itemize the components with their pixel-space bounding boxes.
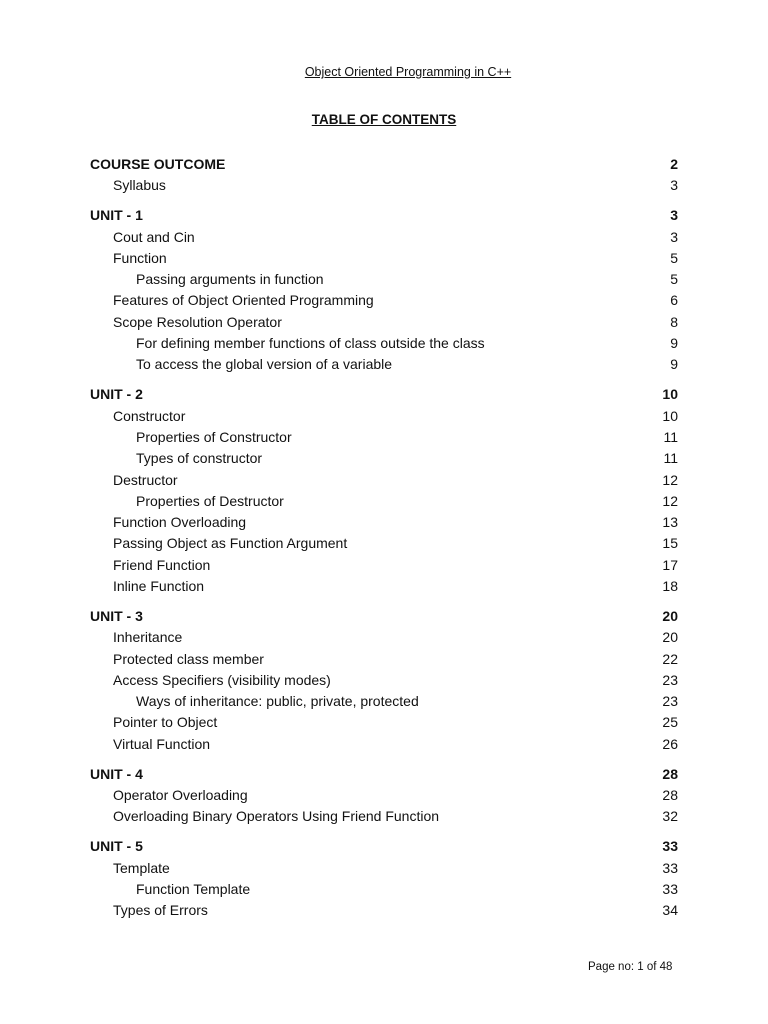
toc-page-number: 28	[662, 787, 678, 804]
toc-page-number: 33	[662, 859, 678, 876]
page-number-footer: Page no: 1 of 48	[588, 961, 673, 973]
toc-section-row[interactable]	[90, 384, 678, 405]
toc-entry-label: Function Overloading	[113, 514, 247, 531]
toc-entry-label: Types of Errors	[113, 902, 208, 919]
toc-entry-label: UNIT - 1	[90, 207, 143, 224]
toc-page-number: 8	[670, 313, 678, 330]
toc-entry-label: To access the global version of a variable	[136, 356, 393, 373]
toc-page-number: 33	[662, 880, 678, 897]
toc-page-number: 18	[662, 578, 678, 595]
toc-page-number: 9	[670, 335, 678, 352]
toc-subentry-row[interactable]	[90, 427, 678, 448]
toc-page-number: 20	[662, 629, 678, 646]
toc-entry-label: Features of Object Oriented Programming	[113, 292, 374, 309]
toc-subentry-row[interactable]	[90, 448, 678, 469]
toc-entry-label: Function Template	[136, 880, 251, 897]
toc-entry-label: Properties of Destructor	[136, 492, 284, 509]
toc-page-number: 22	[662, 650, 678, 667]
toc-entry-row[interactable]	[90, 649, 678, 670]
toc-entry-row[interactable]	[90, 712, 678, 733]
toc-page-number: 26	[662, 735, 678, 752]
toc-page-number: 33	[662, 838, 678, 855]
toc-page-number: 10	[662, 407, 678, 424]
toc-subentry-row[interactable]	[90, 269, 678, 290]
toc-page-number: 20	[662, 608, 678, 624]
toc-entry-label: Types of constructor	[136, 450, 263, 467]
toc-entry-row[interactable]	[90, 734, 678, 755]
toc-page-number: 23	[662, 671, 678, 688]
toc-entry-label: Operator Overloading	[113, 787, 248, 804]
toc-entry-label: COURSE OUTCOME	[90, 156, 226, 172]
toc-page-number: 25	[662, 714, 678, 731]
toc-page-number: 12	[662, 471, 678, 488]
toc-entry-label: UNIT - 5	[90, 838, 143, 855]
toc-entry-label: Scope Resolution Operator	[113, 313, 282, 330]
toc-entry-label: Friend Function	[113, 556, 211, 573]
toc-page-number: 3	[670, 177, 678, 194]
toc-subentry-row[interactable]	[90, 879, 678, 900]
table-of-contents	[90, 154, 678, 922]
toc-entry-row[interactable]	[90, 406, 678, 427]
toc-entry-row[interactable]	[90, 555, 678, 576]
toc-page-number: 11	[663, 450, 678, 467]
toc-entry-label: Pointer to Object	[113, 714, 218, 731]
toc-entry-label: Overloading Binary Operators Using Friend Function	[113, 808, 440, 825]
toc-entry-row[interactable]	[90, 627, 678, 648]
toc-entry-label: Destructor	[113, 471, 178, 488]
toc-section-row[interactable]	[90, 606, 678, 627]
toc-entry-label: Cout and Cin	[113, 228, 195, 245]
toc-entry-label: UNIT - 2	[90, 386, 143, 403]
toc-subentry-row[interactable]	[90, 491, 678, 512]
document-header-title: Object Oriented Programming in C++	[304, 65, 512, 79]
toc-entry-label: Constructor	[113, 407, 186, 424]
toc-page-number: 32	[662, 808, 678, 825]
toc-entry-row[interactable]	[90, 290, 678, 311]
toc-page-number: 5	[670, 249, 678, 266]
toc-page-number: 3	[670, 207, 678, 224]
toc-entry-label: Syllabus	[113, 177, 166, 194]
toc-entry-row[interactable]	[90, 312, 678, 333]
toc-section-row[interactable]	[90, 154, 678, 175]
toc-page-number: 28	[662, 765, 678, 782]
toc-entry-label: Template	[113, 859, 170, 876]
toc-entry-label: Passing Object as Function Argument	[113, 535, 348, 552]
toc-section-row[interactable]	[90, 836, 678, 857]
toc-page-number: 34	[662, 902, 678, 919]
toc-page-number: 13	[662, 514, 678, 531]
toc-entry-label: Protected class member	[113, 650, 264, 667]
toc-subentry-row[interactable]	[90, 354, 678, 375]
toc-subentry-row[interactable]	[90, 691, 678, 712]
toc-entry-label: Passing arguments in function	[136, 271, 324, 288]
toc-entry-label: Inline Function	[113, 578, 205, 595]
toc-page-number: 10	[662, 386, 678, 403]
toc-entry-row[interactable]	[90, 806, 678, 827]
toc-page-number: 3	[670, 228, 678, 245]
toc-entry-label: Properties of Constructor	[136, 428, 292, 445]
toc-page-number: 23	[662, 693, 678, 710]
toc-entry-label: For defining member functions of class outside the class	[136, 335, 485, 352]
toc-page-number: 17	[662, 556, 678, 573]
toc-entry-label: Ways of inheritance: public, private, protected	[136, 693, 419, 710]
toc-entry-row[interactable]	[90, 785, 678, 806]
toc-entry-row[interactable]	[90, 227, 678, 248]
toc-entry-row[interactable]	[90, 858, 678, 879]
toc-heading: TABLE OF CONTENTS	[311, 112, 457, 127]
toc-subentry-row[interactable]	[90, 333, 678, 354]
toc-entry-label: Inheritance	[113, 629, 183, 646]
toc-entry-label: Virtual Function	[113, 735, 211, 752]
toc-entry-row[interactable]	[90, 576, 678, 597]
toc-entry-row[interactable]	[90, 248, 678, 269]
toc-entry-row[interactable]	[90, 533, 678, 554]
toc-entry-label: UNIT - 4	[90, 765, 143, 782]
toc-page-number: 12	[662, 492, 678, 509]
toc-section-row[interactable]	[90, 205, 678, 226]
toc-entry-row[interactable]	[90, 512, 678, 533]
toc-page-number: 9	[670, 356, 678, 373]
toc-page-number: 15	[662, 535, 678, 552]
toc-entry-label: UNIT - 3	[90, 608, 143, 624]
toc-entry-row[interactable]	[90, 670, 678, 691]
toc-page-number: 5	[670, 271, 678, 288]
toc-entry-label: Function	[113, 249, 167, 266]
toc-section-row[interactable]	[90, 764, 678, 785]
toc-page-number: 2	[670, 156, 678, 172]
toc-entry-row[interactable]	[90, 900, 678, 921]
toc-page-number: 6	[670, 292, 678, 309]
toc-page-number: 11	[663, 428, 678, 445]
toc-entry-label: Access Specifiers (visibility modes)	[113, 671, 331, 688]
toc-entry-row[interactable]	[90, 175, 678, 196]
toc-entry-row[interactable]	[90, 470, 678, 491]
